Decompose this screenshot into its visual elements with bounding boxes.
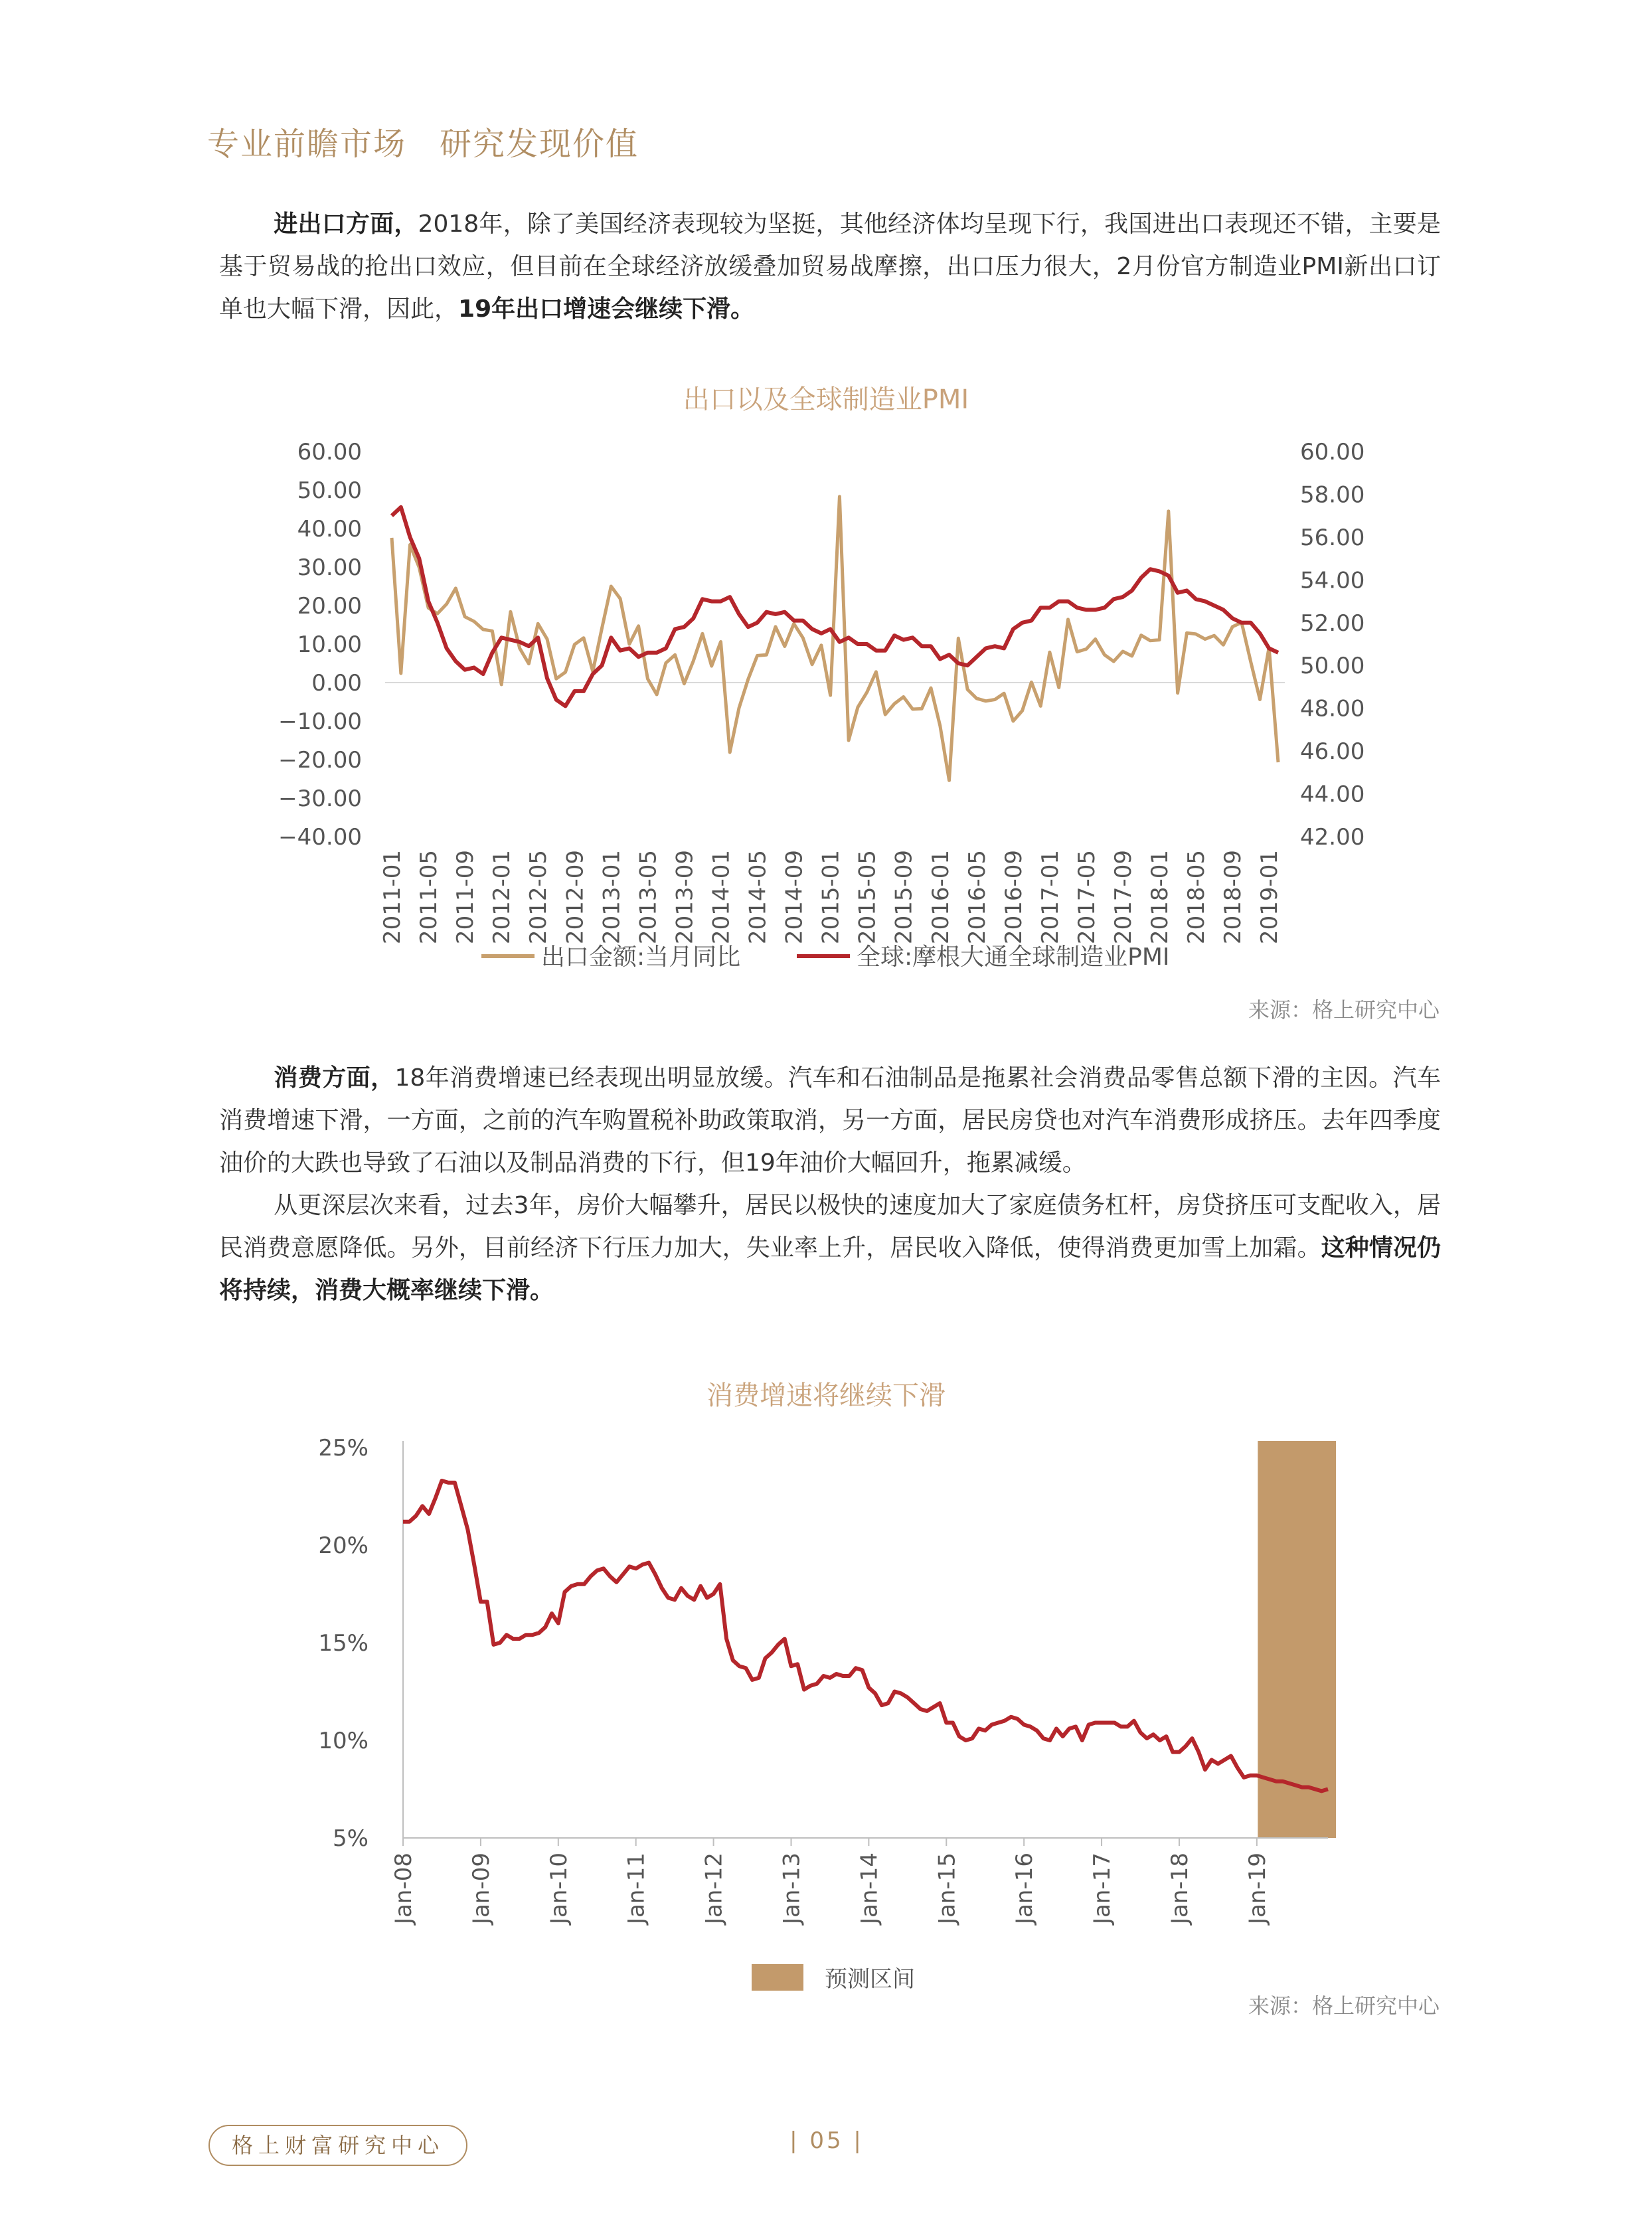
y-right-tick-label: 56.00: [1300, 524, 1365, 551]
x-tick-label: Jan-12: [701, 1853, 728, 1924]
x-tick-label: 2017-05: [1073, 850, 1100, 945]
y-tick-label: 20%: [318, 1533, 369, 1559]
x-tick-label: Jan-09: [467, 1853, 495, 1924]
y-right-tick-label: 50.00: [1300, 653, 1365, 680]
export-paragraph: [219, 203, 1441, 331]
deeper-analysis-paragraph: [219, 1185, 1441, 1312]
y-tick-label: 10%: [318, 1728, 369, 1754]
y-left-tick-label: 20.00: [297, 593, 362, 620]
y-left-tick-label: −30.00: [278, 786, 362, 812]
y-right-tick-label: 60.00: [1300, 439, 1365, 465]
x-tick-label: 2017-01: [1036, 850, 1064, 945]
x-tick-label: 2014-01: [708, 850, 735, 945]
x-tick-label: Jan-14: [856, 1853, 883, 1924]
x-tick-label: 2016-09: [1000, 850, 1027, 945]
y-right-tick-label: 46.00: [1300, 738, 1365, 766]
page-number: | 05 |: [789, 2127, 864, 2154]
y-right-tick-label: 58.00: [1300, 481, 1365, 509]
deeper-analysis-body: 从更深层次来看，过去3年，房价大幅攀升，居民以极快的速度加大了家庭债务杠杆，房贷挤压可支配收入，居民消费意愿降低。另外，目前经济下行压力加大，失业率上升，居民收入降低，使得消费更加雪上加霜。: [219, 1192, 1441, 1262]
export-conclusion: 19年出口增速会继续下滑。: [458, 295, 755, 323]
consumption-paragraph: [219, 1057, 1441, 1185]
chart2-source: 来源：格上研究中心: [1248, 1993, 1440, 2019]
x-tick-label: Jan-19: [1244, 1853, 1271, 1924]
y-tick-label: 25%: [318, 1435, 369, 1461]
x-tick-label: Jan-15: [934, 1853, 961, 1924]
y-right-tick-label: 42.00: [1300, 824, 1365, 851]
legend-forecast-swatch: [752, 1964, 803, 1991]
x-tick-label: 2015-05: [854, 850, 881, 945]
y-left-tick-label: −20.00: [278, 747, 362, 774]
x-tick-label: 2012-05: [525, 850, 552, 945]
x-tick-label: 2013-09: [671, 850, 699, 945]
x-tick-label: 2014-09: [781, 850, 808, 945]
x-tick-label: Jan-10: [545, 1853, 572, 1924]
y-tick-label: 5%: [333, 1825, 369, 1852]
y-left-tick-label: 30.00: [297, 554, 362, 581]
y-right-tick-label: 48.00: [1300, 695, 1365, 722]
x-tick-label: 2012-01: [489, 850, 516, 945]
chart2-title: 消费增速将继续下滑: [706, 1380, 946, 1411]
x-tick-label: 2011-05: [416, 850, 443, 945]
x-tick-label: 2016-01: [927, 850, 954, 945]
x-tick-label: Jan-18: [1166, 1853, 1193, 1924]
y-right-tick-label: 54.00: [1300, 567, 1365, 594]
page-header-slogan: 专业前瞻市场 研究发现价值: [207, 125, 639, 163]
chart1-source: 来源：格上研究中心: [1248, 997, 1440, 1023]
y-right-tick-label: 52.00: [1300, 610, 1365, 637]
x-tick-label: 2018-09: [1220, 850, 1247, 945]
x-tick-label: Jan-17: [1089, 1853, 1116, 1924]
consumption-growth-chart: [0, 1414, 1652, 1999]
legend-export-label: 出口金额:当月同比: [541, 944, 741, 971]
x-tick-label: 2012-09: [562, 850, 589, 945]
x-tick-label: Jan-08: [390, 1853, 417, 1924]
y-left-tick-label: 50.00: [297, 477, 362, 504]
y-tick-label: 15%: [318, 1630, 369, 1657]
x-tick-label: 2019-01: [1256, 850, 1283, 945]
x-tick-label: 2013-05: [635, 850, 662, 945]
legend-pmi-label: 全球:摩根大通全球制造业PMI: [857, 944, 1170, 971]
x-tick-label: 2018-05: [1183, 850, 1210, 945]
consumption-lead: 消费方面，: [274, 1064, 395, 1092]
x-tick-label: 2017-09: [1110, 850, 1137, 945]
x-tick-label: Jan-11: [623, 1853, 650, 1924]
deeper-analysis-conclusion: 这种情况仍将持续，消费大概率继续下滑。: [219, 1234, 1441, 1304]
y-left-tick-label: −40.00: [278, 824, 362, 851]
y-left-tick-label: 10.00: [297, 631, 362, 658]
consumption-body: 18年消费增速已经表现出明显放缓。汽车和石油制品是拖累社会消费品零售总额下滑的主因。汽车消费增速下滑，一方面，之前的汽车购置税补助政策取消，另一方面，居民房贷也对汽车消费形成挤压。去年四季度油价的大跌也导致了石油以及制品消费的下行，但19年油价大幅回升，拖累减缓。: [219, 1064, 1441, 1177]
x-tick-label: Jan-13: [778, 1853, 805, 1924]
x-tick-label: 2013-01: [598, 850, 625, 945]
x-tick-label: 2018-01: [1147, 850, 1174, 945]
x-tick-label: 2014-05: [744, 850, 772, 945]
chart1-title: 出口以及全球制造业PMI: [683, 384, 969, 415]
footer-org-badge: 格上财富研究中心: [208, 2125, 467, 2166]
legend-forecast-label: 预测区间: [825, 1966, 915, 1993]
y-left-tick-label: 40.00: [297, 516, 362, 542]
y-right-tick-label: 44.00: [1300, 781, 1365, 808]
retail-sales-growth-line: [403, 1481, 1328, 1791]
export-lead: 进出口方面，: [274, 210, 418, 238]
y-left-tick-label: 0.00: [311, 670, 362, 697]
x-tick-label: 2016-05: [963, 850, 991, 945]
x-tick-label: 2015-09: [890, 850, 918, 945]
y-left-tick-label: −10.00: [278, 708, 362, 735]
x-tick-label: 2011-09: [452, 850, 479, 945]
x-tick-label: 2011-01: [379, 850, 406, 945]
x-tick-label: Jan-16: [1011, 1853, 1038, 1924]
x-tick-label: 2015-01: [817, 850, 845, 945]
y-left-tick-label: 60.00: [297, 439, 362, 465]
export-body: 2018年，除了美国经济表现较为坚挺，其他经济体均呈现下行，我国进出口表现还不错，主要是基于贸易战的抢出口效应，但目前在全球经济放缓叠加贸易战摩擦，出口压力很大，2月份官方制造业PMI新出口订单也大幅下滑，因此，: [219, 210, 1441, 323]
